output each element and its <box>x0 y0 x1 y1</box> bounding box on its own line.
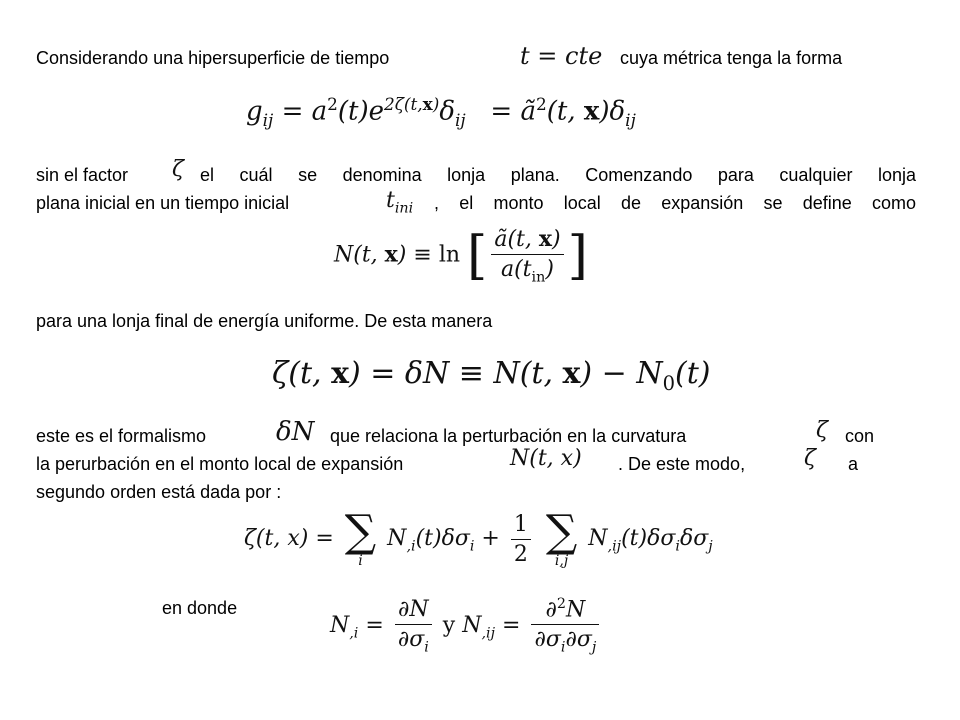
text-line-2b: el cuál se denomina lonja plana. Comenzando para cualquier lonja <box>200 165 916 185</box>
text-line-6a: la perurbación en el monto local de expansión <box>36 454 404 474</box>
text-en-donde: en donde <box>162 598 238 618</box>
text-line-3b: , el monto local de expansión se define como <box>434 193 916 213</box>
text-line-2a: sin el factor <box>36 165 129 185</box>
text-line-1a: Considerando una hipersuperficie de tiempo <box>36 48 390 68</box>
symbol-zeta-3: ζ <box>804 446 816 471</box>
text-line-1b: cuya métrica tenga la forma <box>620 48 843 68</box>
symbol-Ntx: N(t, x) <box>510 446 582 471</box>
equation-metric: $g_{ij} = a^2(t)e^{2\zeta(t,x)}\delta_{ij}$ = $ã^2(t$, $x)\delta_{ij}$ <box>246 94 636 130</box>
text-line-6c: a <box>848 454 859 474</box>
symbol-zeta-2: ζ <box>816 418 828 443</box>
conjunction-y: y <box>442 612 456 638</box>
symbol-t-ini-sub: ini <box>394 200 414 217</box>
equation-zeta-deltaN: ζ(t, x) = δN ≡ N(t, $x) - N_0(t)$ <box>272 356 711 395</box>
symbol-deltaN: δN <box>276 417 315 447</box>
text-line-5b: que relaciona la perturbación en la curvatura <box>330 426 687 446</box>
symbol-t-ini: $t_{ini}$ <box>386 188 414 217</box>
text-line-4: para una lonja final de energía uniforme. De esta manera <box>36 311 493 331</box>
text-line-3a: plana inicial en un tiempo inicial <box>36 193 290 213</box>
equation-derivatives: $N_{,i}$ = $\frac{\partial N}{\partial\sigma_i}$ y $N_{,ij}$ = $\frac{\partial^2N}{\partial\sigma_i\partial\sigma_j}$ <box>330 596 603 656</box>
text-line-5c: con <box>845 426 875 446</box>
equation-second-order: ζ(t, x) = ∑ i $N_{,i}(t)\delta\sigma_i$ + $\frac{1}{2}$ ∑ i,j $N_{,ij}(t)\delta\sigma_i\delta\sigma_j$ <box>244 506 713 569</box>
text-line-6b: . De este modo, <box>618 454 746 474</box>
symbol-zeta-1: ζ <box>172 157 184 182</box>
text-line-7: segundo orden está dada por : <box>36 482 282 502</box>
text-line-5a: este es el formalismo <box>36 426 207 446</box>
math-t-equals-cte: t = cte <box>520 42 603 70</box>
equation-N-definition: N(t, x) ≡ ln [ $\frac{ã(t, x)}{a(t_{in})}$ ] <box>334 225 588 286</box>
